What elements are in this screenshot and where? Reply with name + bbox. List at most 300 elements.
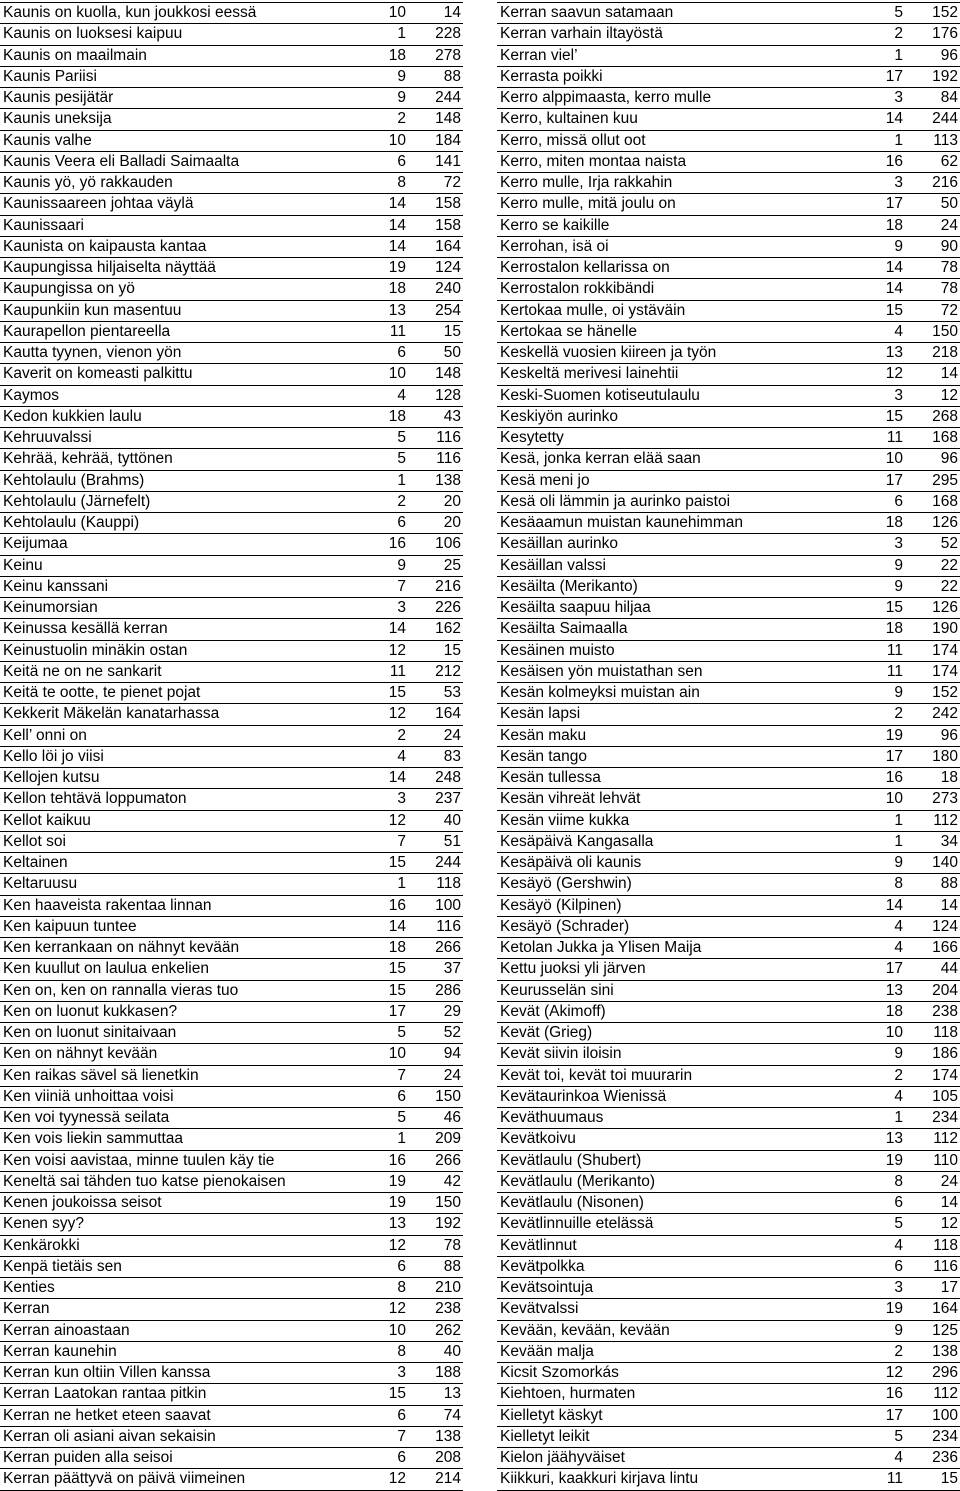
- page-number: 118: [408, 874, 463, 895]
- index-row: [497, 1426, 960, 1447]
- volume-number: 11: [362, 661, 408, 682]
- index-row: [0, 173, 463, 194]
- index-row: [497, 746, 960, 767]
- index-row: [0, 980, 463, 1001]
- index-row: [497, 1214, 960, 1235]
- page-number: 166: [905, 938, 960, 959]
- volume-number: 1: [859, 1108, 905, 1129]
- song-title: Kevään malja: [497, 1341, 859, 1362]
- page-number: 216: [408, 576, 463, 597]
- page-number: 216: [905, 173, 960, 194]
- volume-number: 13: [859, 1129, 905, 1150]
- volume-number: 9: [859, 853, 905, 874]
- volume-number: 13: [859, 980, 905, 1001]
- volume-number: 9: [362, 66, 408, 87]
- volume-number: 16: [362, 895, 408, 916]
- page-number: 138: [408, 470, 463, 491]
- page-number: 150: [408, 1086, 463, 1107]
- page-number: 17: [905, 1278, 960, 1299]
- song-title: Kevät toi, kevät toi muurarin: [497, 1065, 859, 1086]
- index-row: [497, 725, 960, 746]
- page-number: 286: [408, 980, 463, 1001]
- volume-number: 7: [362, 1065, 408, 1086]
- volume-number: 19: [859, 725, 905, 746]
- page-number: 126: [905, 598, 960, 619]
- volume-number: 18: [859, 1001, 905, 1022]
- page-number: 268: [905, 406, 960, 427]
- page-number: 158: [408, 194, 463, 215]
- page-number: 24: [905, 215, 960, 236]
- volume-number: 3: [859, 534, 905, 555]
- song-title: Kesän tango: [497, 746, 859, 767]
- song-title: Kesä, jonka kerran elää saan: [497, 449, 859, 470]
- page-number: 100: [905, 1405, 960, 1426]
- volume-number: 12: [362, 810, 408, 831]
- page-number: 152: [905, 683, 960, 704]
- song-title: Kerran: [0, 1299, 362, 1320]
- song-title: Kerran saavun satamaan: [497, 3, 859, 24]
- page-number: 164: [408, 704, 463, 725]
- index-row: [497, 683, 960, 704]
- index-row: [497, 258, 960, 279]
- song-title: Kaupungissa on yö: [0, 279, 362, 300]
- song-title: Kaunis pesijätär: [0, 88, 362, 109]
- index-row: [0, 1469, 463, 1490]
- page-number: 186: [905, 1044, 960, 1065]
- index-row: [497, 831, 960, 852]
- volume-number: 9: [859, 576, 905, 597]
- page-number: 44: [905, 959, 960, 980]
- index-row: [0, 1363, 463, 1384]
- volume-number: 15: [362, 683, 408, 704]
- volume-number: 15: [362, 980, 408, 1001]
- song-title: Keurusselän sini: [497, 980, 859, 1001]
- song-title: Kesäillan valssi: [497, 555, 859, 576]
- page-number: 22: [905, 576, 960, 597]
- song-title: Kertokaa mulle, oi ystäväin: [497, 300, 859, 321]
- page-number: 94: [408, 1044, 463, 1065]
- song-title: Kerran viel’: [497, 45, 859, 66]
- index-row: [497, 1023, 960, 1044]
- page-number: 248: [408, 768, 463, 789]
- index-row: [0, 3, 463, 24]
- volume-number: 14: [362, 194, 408, 215]
- index-row: [497, 1405, 960, 1426]
- page-number: 188: [408, 1363, 463, 1384]
- page-number: 162: [408, 619, 463, 640]
- index-row: [497, 576, 960, 597]
- volume-number: 6: [362, 1405, 408, 1426]
- volume-number: 1: [859, 130, 905, 151]
- volume-number: 8: [362, 1341, 408, 1362]
- song-title: Kesäpäivä oli kaunis: [497, 853, 859, 874]
- song-title: Kettu juoksi yli järven: [497, 959, 859, 980]
- index-row: [497, 938, 960, 959]
- index-row: [497, 385, 960, 406]
- volume-number: 4: [362, 385, 408, 406]
- volume-number: 13: [362, 1214, 408, 1235]
- page-number: 124: [408, 258, 463, 279]
- song-title: Kerrostalon rokkibändi: [497, 279, 859, 300]
- index-row: [0, 555, 463, 576]
- song-title: Ken voi tyynessä seilata: [0, 1108, 362, 1129]
- volume-number: 17: [859, 1405, 905, 1426]
- song-title: Kaupunkiin kun masentuu: [0, 300, 362, 321]
- song-title: Kellot kaikuu: [0, 810, 362, 831]
- volume-number: 14: [362, 619, 408, 640]
- index-row: [497, 1129, 960, 1150]
- page-number: 118: [905, 1023, 960, 1044]
- volume-number: 9: [362, 555, 408, 576]
- volume-number: 12: [362, 1299, 408, 1320]
- page-number: 14: [905, 1193, 960, 1214]
- song-title: Kevätaurinkoa Wienissä: [497, 1086, 859, 1107]
- song-title: Kellot soi: [0, 831, 362, 852]
- volume-number: 4: [859, 1086, 905, 1107]
- page-number: 212: [408, 661, 463, 682]
- page-number: 124: [905, 916, 960, 937]
- volume-number: 6: [362, 1448, 408, 1469]
- volume-number: 5: [362, 1108, 408, 1129]
- page-number: 34: [905, 831, 960, 852]
- volume-number: 17: [362, 1001, 408, 1022]
- index-row: [497, 640, 960, 661]
- song-title: Kerran varhain iltayöstä: [497, 24, 859, 45]
- song-title: Kerran Laatokan rantaa pitkin: [0, 1384, 362, 1405]
- page-number: 273: [905, 789, 960, 810]
- song-title: Kello löi jo viisi: [0, 746, 362, 767]
- volume-number: 11: [859, 428, 905, 449]
- page-number: 78: [905, 279, 960, 300]
- song-title: Keväthuumaus: [497, 1108, 859, 1129]
- page-number: 150: [905, 321, 960, 342]
- song-title: Ken on, ken on rannalla vieras tuo: [0, 980, 362, 1001]
- volume-number: 1: [362, 874, 408, 895]
- page-number: 112: [905, 1384, 960, 1405]
- volume-number: 14: [859, 258, 905, 279]
- index-row: [0, 704, 463, 725]
- index-row: [497, 428, 960, 449]
- page-number: 12: [905, 1214, 960, 1235]
- page-number: 208: [408, 1448, 463, 1469]
- song-title: Keskeltä merivesi lainehtii: [497, 364, 859, 385]
- page-number: 15: [408, 640, 463, 661]
- index-row: [497, 173, 960, 194]
- volume-number: 3: [859, 88, 905, 109]
- index-row: [0, 109, 463, 130]
- index-row: [0, 385, 463, 406]
- page-number: 192: [408, 1214, 463, 1235]
- page-number: 158: [408, 215, 463, 236]
- index-row: [0, 194, 463, 215]
- song-title: Kevätlaulu (Merikanto): [497, 1171, 859, 1192]
- page-number: 214: [408, 1469, 463, 1490]
- page-number: 174: [905, 1065, 960, 1086]
- volume-number: 6: [859, 1193, 905, 1214]
- song-title: Kesän tullessa: [497, 768, 859, 789]
- song-title: Kerran kaunehin: [0, 1341, 362, 1362]
- index-row: [0, 88, 463, 109]
- volume-number: 16: [859, 1384, 905, 1405]
- song-title: Kaupungissa hiljaiselta näyttää: [0, 258, 362, 279]
- index-row: [497, 45, 960, 66]
- page-number: 278: [408, 45, 463, 66]
- page-number: 116: [905, 1256, 960, 1277]
- index-row: [497, 1235, 960, 1256]
- song-title: Kevät (Akimoff): [497, 1001, 859, 1022]
- page-number: 52: [905, 534, 960, 555]
- volume-number: 18: [859, 215, 905, 236]
- song-title: Kenpä tietäis sen: [0, 1256, 362, 1277]
- volume-number: 10: [362, 130, 408, 151]
- page-number: 52: [408, 1023, 463, 1044]
- song-title: Keinustuolin minäkin ostan: [0, 640, 362, 661]
- index-row: [0, 598, 463, 619]
- song-title: Kesän maku: [497, 725, 859, 746]
- volume-number: 9: [859, 1320, 905, 1341]
- song-title: Kaunissaareen johtaa väylä: [0, 194, 362, 215]
- page-number: 164: [408, 236, 463, 257]
- page-number: 244: [905, 109, 960, 130]
- song-title: Kellon tehtävä loppumaton: [0, 789, 362, 810]
- volume-number: 9: [859, 683, 905, 704]
- song-title: Keltaruusu: [0, 874, 362, 895]
- index-row: [497, 24, 960, 45]
- page-number: 226: [408, 598, 463, 619]
- song-title: Kaverit on komeasti palkittu: [0, 364, 362, 385]
- song-title: Kerro, miten montaa naista: [497, 151, 859, 172]
- page-number: 96: [905, 725, 960, 746]
- index-row: [0, 916, 463, 937]
- index-row: [497, 3, 960, 24]
- index-row: [497, 789, 960, 810]
- song-title: Kesän lapsi: [497, 704, 859, 725]
- page-number: 204: [905, 980, 960, 1001]
- index-row: [0, 789, 463, 810]
- volume-number: 18: [362, 406, 408, 427]
- volume-number: 18: [362, 45, 408, 66]
- song-title: Kerro mulle, Irja rakkahin: [497, 173, 859, 194]
- song-title: Keltainen: [0, 853, 362, 874]
- index-row: [0, 45, 463, 66]
- volume-number: 13: [362, 300, 408, 321]
- index-row: [497, 1299, 960, 1320]
- song-title: Kerrasta poikki: [497, 66, 859, 87]
- song-title: Ken on luonut sinitaivaan: [0, 1023, 362, 1044]
- volume-number: 4: [859, 938, 905, 959]
- song-title: Keskiyön aurinko: [497, 406, 859, 427]
- song-title: Kicsit Szomorkás: [497, 1363, 859, 1384]
- page-number: 96: [905, 449, 960, 470]
- index-row: [497, 661, 960, 682]
- song-title: Keski-Suomen kotiseutulaulu: [497, 385, 859, 406]
- volume-number: 10: [859, 789, 905, 810]
- page-number: 190: [905, 619, 960, 640]
- page-number: 138: [905, 1341, 960, 1362]
- volume-number: 19: [362, 1193, 408, 1214]
- index-row: [0, 959, 463, 980]
- page-number: 234: [905, 1108, 960, 1129]
- song-title: Kerro, missä ollut oot: [497, 130, 859, 151]
- song-title: Kerro mulle, mitä joulu on: [497, 194, 859, 215]
- volume-number: 5: [859, 3, 905, 24]
- song-title: Kerran ainoastaan: [0, 1320, 362, 1341]
- page-number: 138: [408, 1426, 463, 1447]
- volume-number: 7: [362, 576, 408, 597]
- song-title: Ken on luonut kukkasen?: [0, 1001, 362, 1022]
- volume-number: 3: [859, 173, 905, 194]
- index-row: [497, 194, 960, 215]
- index-row: [0, 661, 463, 682]
- page-number: 78: [408, 1235, 463, 1256]
- song-title: Kenkärokki: [0, 1235, 362, 1256]
- volume-number: 12: [362, 1469, 408, 1490]
- song-title: Kevät (Grieg): [497, 1023, 859, 1044]
- page-number: 53: [408, 683, 463, 704]
- volume-number: 6: [362, 513, 408, 534]
- song-title: Ken kerrankaan on nähnyt kevään: [0, 938, 362, 959]
- song-title: Kesytetty: [497, 428, 859, 449]
- volume-number: 10: [362, 364, 408, 385]
- page-number: 50: [905, 194, 960, 215]
- song-title: Ken kaipuun tuntee: [0, 916, 362, 937]
- index-row: [497, 768, 960, 789]
- volume-number: 3: [362, 1363, 408, 1384]
- page-number: 25: [408, 555, 463, 576]
- song-title: Keinu: [0, 555, 362, 576]
- song-title: Keinussa kesällä kerran: [0, 619, 362, 640]
- index-rows: [0, 3, 463, 1491]
- volume-number: 11: [859, 661, 905, 682]
- index-row: [497, 959, 960, 980]
- page-number: 15: [408, 321, 463, 342]
- song-title: Kevätvalssi: [497, 1299, 859, 1320]
- song-title: Kevätlinnuille etelässä: [497, 1214, 859, 1235]
- volume-number: 10: [859, 449, 905, 470]
- index-row: [497, 1469, 960, 1490]
- page-number: 88: [905, 874, 960, 895]
- volume-number: 9: [859, 555, 905, 576]
- volume-number: 9: [859, 236, 905, 257]
- page-number: 14: [905, 364, 960, 385]
- index-row: [0, 938, 463, 959]
- index-row: [497, 1384, 960, 1405]
- index-row: [497, 1108, 960, 1129]
- song-title: Kevätlinnut: [497, 1235, 859, 1256]
- page-number: 210: [408, 1278, 463, 1299]
- volume-number: 19: [362, 1171, 408, 1192]
- page-number: 96: [905, 45, 960, 66]
- volume-number: 6: [859, 491, 905, 512]
- index-row: [0, 853, 463, 874]
- volume-number: 16: [362, 534, 408, 555]
- song-title: Kaurapellon pientareella: [0, 321, 362, 342]
- song-title: Kesäilta saapuu hiljaa: [497, 598, 859, 619]
- volume-number: 8: [859, 1171, 905, 1192]
- volume-number: 10: [362, 3, 408, 24]
- page-number: 14: [905, 895, 960, 916]
- index-row: [0, 513, 463, 534]
- page-number: 88: [408, 66, 463, 87]
- song-title: Kenties: [0, 1278, 362, 1299]
- volume-number: 1: [362, 24, 408, 45]
- index-row: [0, 746, 463, 767]
- song-title: Keijumaa: [0, 534, 362, 555]
- song-title: Kevätkoivu: [497, 1129, 859, 1150]
- volume-number: 15: [859, 598, 905, 619]
- volume-number: 11: [362, 321, 408, 342]
- page-number: 126: [905, 513, 960, 534]
- song-title: Kevät siivin iloisin: [497, 1044, 859, 1065]
- page-number: 148: [408, 109, 463, 130]
- index-row: [497, 916, 960, 937]
- song-title: Ken vois liekin sammuttaa: [0, 1129, 362, 1150]
- index-row: [497, 895, 960, 916]
- song-title: Kaunis Pariisi: [0, 66, 362, 87]
- index-row: [497, 300, 960, 321]
- index-row: [0, 725, 463, 746]
- index-row: [0, 1044, 463, 1065]
- index-row: [497, 406, 960, 427]
- index-row: [0, 449, 463, 470]
- song-title: Ken haaveista rakentaa linnan: [0, 895, 362, 916]
- index-row: [497, 1171, 960, 1192]
- volume-number: 11: [859, 1469, 905, 1490]
- index-row: [497, 980, 960, 1001]
- index-row: [497, 236, 960, 257]
- volume-number: 15: [859, 406, 905, 427]
- volume-number: 14: [859, 895, 905, 916]
- song-title: Keinumorsian: [0, 598, 362, 619]
- index-row: [497, 704, 960, 725]
- song-title: Keitä ne on ne sankarit: [0, 661, 362, 682]
- index-row: [0, 321, 463, 342]
- page-number: 176: [905, 24, 960, 45]
- index-row: [497, 853, 960, 874]
- song-title: Kaunis yö, yö rakkauden: [0, 173, 362, 194]
- song-title: Kesäilta Saimaalla: [497, 619, 859, 640]
- volume-number: 12: [362, 640, 408, 661]
- index-row: [0, 406, 463, 427]
- volume-number: 18: [859, 619, 905, 640]
- volume-number: 9: [362, 88, 408, 109]
- volume-number: 6: [362, 343, 408, 364]
- page-number: 174: [905, 640, 960, 661]
- index-row: [0, 470, 463, 491]
- index-row: [497, 1256, 960, 1277]
- page-number: 295: [905, 470, 960, 491]
- index-row: [0, 1065, 463, 1086]
- volume-number: 4: [859, 916, 905, 937]
- volume-number: 15: [362, 959, 408, 980]
- song-title: Kerrohan, isä oi: [497, 236, 859, 257]
- volume-number: 6: [362, 151, 408, 172]
- song-title: Ketolan Jukka ja Ylisen Maija: [497, 938, 859, 959]
- volume-number: 12: [859, 1363, 905, 1384]
- song-title: Kekkerit Mäkelän kanatarhassa: [0, 704, 362, 725]
- volume-number: 19: [362, 258, 408, 279]
- page-number: 180: [905, 746, 960, 767]
- index-row: [0, 683, 463, 704]
- volume-number: 3: [859, 385, 905, 406]
- song-title: Kesäyö (Kilpinen): [497, 895, 859, 916]
- song-title: Kesäaamun muistan kaunehimman: [497, 513, 859, 534]
- song-title: Kell’ onni on: [0, 725, 362, 746]
- page-number: 140: [905, 853, 960, 874]
- volume-number: 14: [362, 236, 408, 257]
- volume-number: 19: [859, 1150, 905, 1171]
- volume-number: 6: [859, 1256, 905, 1277]
